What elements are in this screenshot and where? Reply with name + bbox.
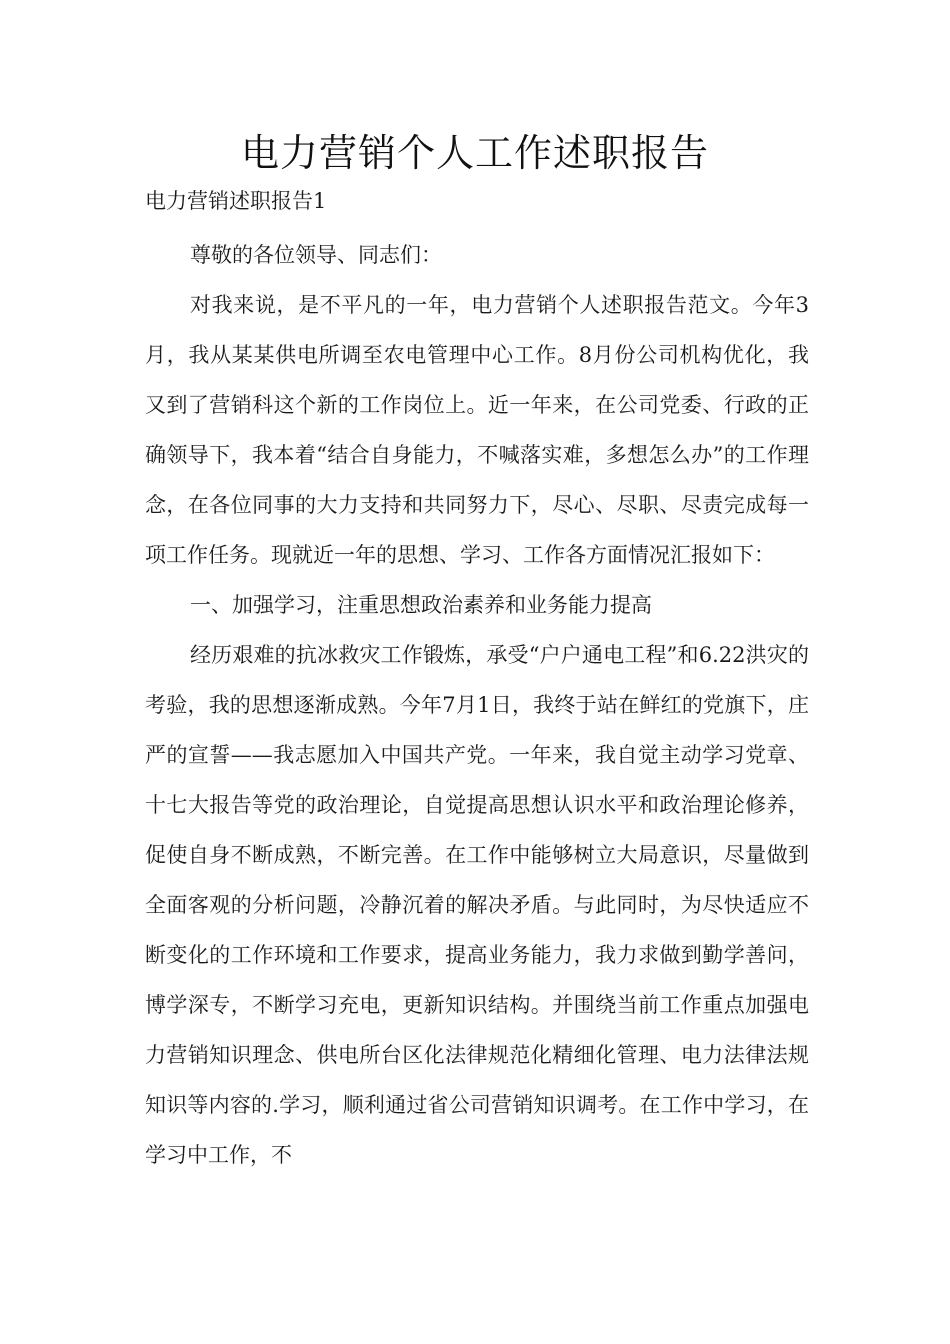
document-subtitle: 电力营销述职报告1 — [145, 189, 327, 213]
paragraph-section-1: 经历艰难的抗冰救灾工作锻炼，承受“户户通电工程”和6.22洪灾的考验，我的思想逐渐成熟。今年7月1日，我终于站在鲜红的党旗下，庄严的宣誓——我志愿加入中国共产党。一年来，我自觉主动学习党章、十七大报告等党的政治理论，自觉提高思想认识水平和政治理论修养，促使自身不断成熟，不断完善。在工作中能够树立大局意识，尽量做到全面客观的分析问题，冷静沉着的解决矛盾。与此同时，为尽快适应不断变化的工作环境和工作要求，提高业务能力，我力求做到勤学善问，博学深专，不断学习充电，更新知识结构。并围绕当前工作重点加强电力营销知识理念、供电所台区化法律规范化精细化管理、电力法律法规知识等内容的.学习，顺利通过省公司营销知识调考。在工作中学习，在学习中工作，不 — [145, 643, 809, 1167]
paragraph-intro: 对我来说，是不平凡的一年，电力营销个人述职报告范文。今年3月，我从某某供电所调至农电管理中心工作。8月份公司机构优化，我又到了营销科这个新的工作岗位上。近一年来，在公司党委、行政的正确领导下，我本着“结合自身能力，不喊落实难，多想怎么办”的工作理念，在各位同事的大力支持和共同努力下，尽心、尽职、尽责完成每一项工作任务。现就近一年的思想、学习、工作各方面情况汇报如下： — [145, 293, 809, 567]
paragraph-salutation: 尊敬的各位领导、同志们： — [190, 243, 442, 267]
document-title: 电力营销个人工作述职报告 — [240, 131, 709, 175]
section-heading-1: 一、加强学习，注重思想政治素养和业务能力提高 — [190, 593, 652, 617]
document-body — [145, 230, 809, 1180]
